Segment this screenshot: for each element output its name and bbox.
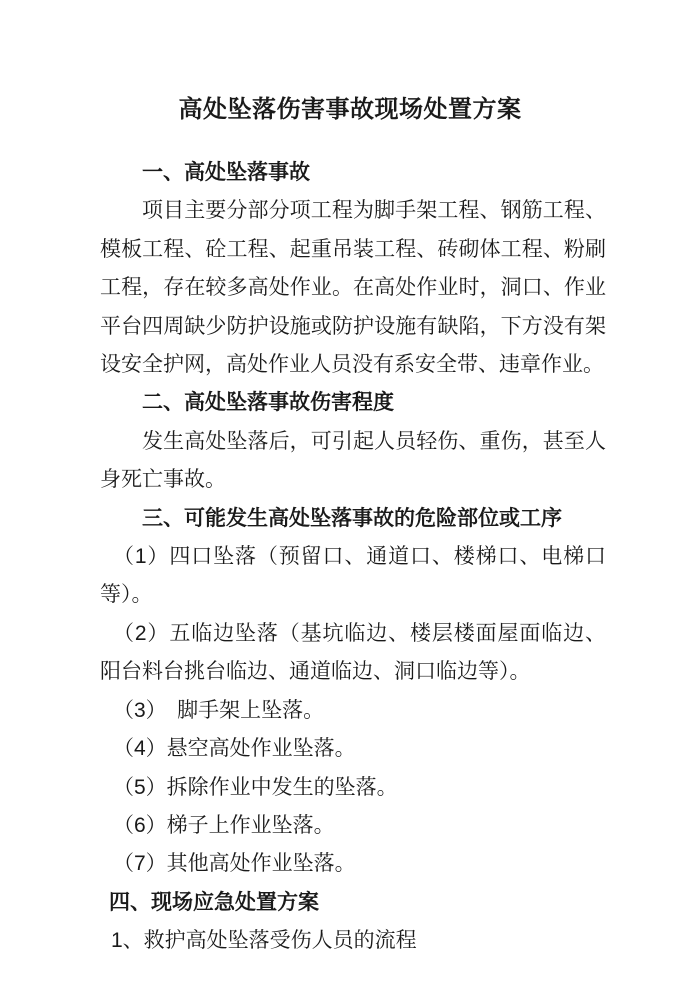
- section-3-heading: 三、可能发生高处坠落事故的危险部位或工序: [142, 506, 562, 530]
- list-item-4: （4）悬空高处作业坠落。: [113, 737, 356, 761]
- section-1-heading: 一、高处坠落事故: [142, 161, 310, 184]
- section-4-heading: 四、现场应急处置方案: [109, 890, 319, 914]
- list-item-2: （2）五临边坠落（基坑临边、楼层楼面屋面临边、阳台料台挑台临边、通道临边、洞口临边等）。: [100, 621, 606, 684]
- list-item-3: （3） 脚手架上坠落。: [113, 698, 325, 722]
- document-body: [0, 154, 700, 961]
- section-4-subitem-1: 1、救护高处坠落受伤人员的流程: [111, 929, 417, 953]
- list-item-5: （5）拆除作业中发生的坠落。: [113, 775, 398, 799]
- list-item-1: （1）四口坠落（预留口、通道口、楼梯口、电梯口等）。: [100, 545, 606, 607]
- section-1-paragraph: 项目主要分部分项工程为脚手架工程、钢筋工程、模板工程、砼工程、起重吊装工程、砖砌体工程、粉刷工程，存在较多高处作业。在高处作业时，洞口、作业平台四周缺少防护设施或防护设施有缺陷，下方没有架设安全护网，高处作业人员没有系安全带、违章作业。: [100, 199, 606, 377]
- section-2-paragraph: 发生高处坠落后，可引起人员轻伤、重伤，甚至人身死亡事故。: [100, 429, 606, 492]
- section-2-heading: 二、高处坠落事故伤害程度: [142, 391, 394, 415]
- list-item-7: （7）其他高处作业坠落。: [113, 852, 356, 876]
- list-item-6: （6）梯子上作业坠落。: [113, 813, 335, 837]
- document-title: 高处坠落伤害事故现场处置方案: [178, 96, 522, 123]
